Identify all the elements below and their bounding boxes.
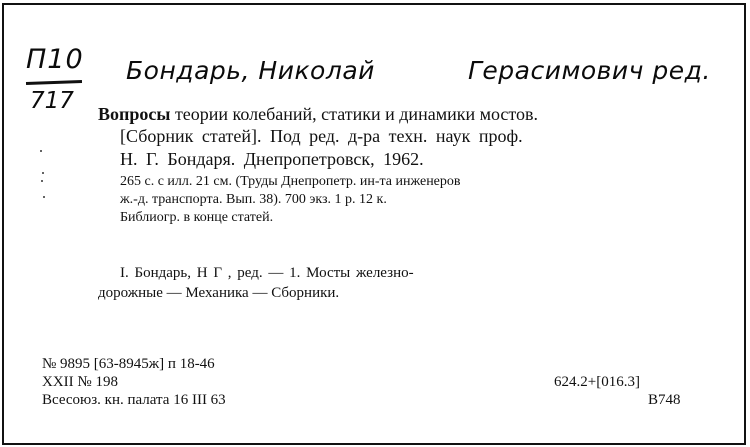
description-line-3: Н. Г. Бондаря. Днепропетровск, 1962. bbox=[120, 149, 424, 169]
tracings-line-2: дорожные — Механика — Сборники. bbox=[98, 285, 340, 301]
footer-right-2: В748 bbox=[648, 392, 681, 408]
call-number-top: П10 bbox=[26, 44, 84, 75]
footer-left-2: XXII № 198 bbox=[42, 374, 118, 390]
card-border-top bbox=[2, 3, 746, 5]
footer-right-1: 624.2+[016.3] bbox=[554, 374, 640, 390]
handwritten-name: Бондарь, Николай bbox=[126, 56, 375, 85]
description-line-2: [Сборник статей]. Под ред. д-ра техн. наук проф. bbox=[120, 126, 523, 146]
card-border-left bbox=[2, 3, 4, 445]
footer-left-3: Всесоюз. кн. палата 16 III 63 bbox=[42, 392, 226, 408]
description-line-5: ж.-д. транспорта. Вып. 38). 700 экз. 1 р. 12 к. bbox=[120, 192, 387, 207]
card-border-right bbox=[744, 3, 746, 445]
call-number-divider bbox=[26, 80, 82, 85]
handwritten-patronymic: Герасимович ред. bbox=[468, 56, 711, 85]
call-number-bottom: 717 bbox=[30, 88, 74, 114]
footer-left-1: № 9895 [63-8945ж] п 18-46 bbox=[42, 356, 215, 372]
card-border-bottom bbox=[2, 443, 746, 445]
title-rest: теории колебаний, статики и динамики мостов. bbox=[170, 104, 539, 124]
stray-marks bbox=[40, 150, 56, 210]
book-title bbox=[98, 104, 538, 125]
tracings-line-1: I. Бондарь, Н Г , ред. — 1. Мосты железно- bbox=[120, 265, 414, 281]
title-bold: Вопросы bbox=[98, 104, 171, 124]
description-line-6: Библиогр. в конце статей. bbox=[120, 210, 274, 225]
description-line-4: 265 с. с илл. 21 см. (Труды Днепропетр. ин-та инженеров bbox=[120, 174, 461, 189]
